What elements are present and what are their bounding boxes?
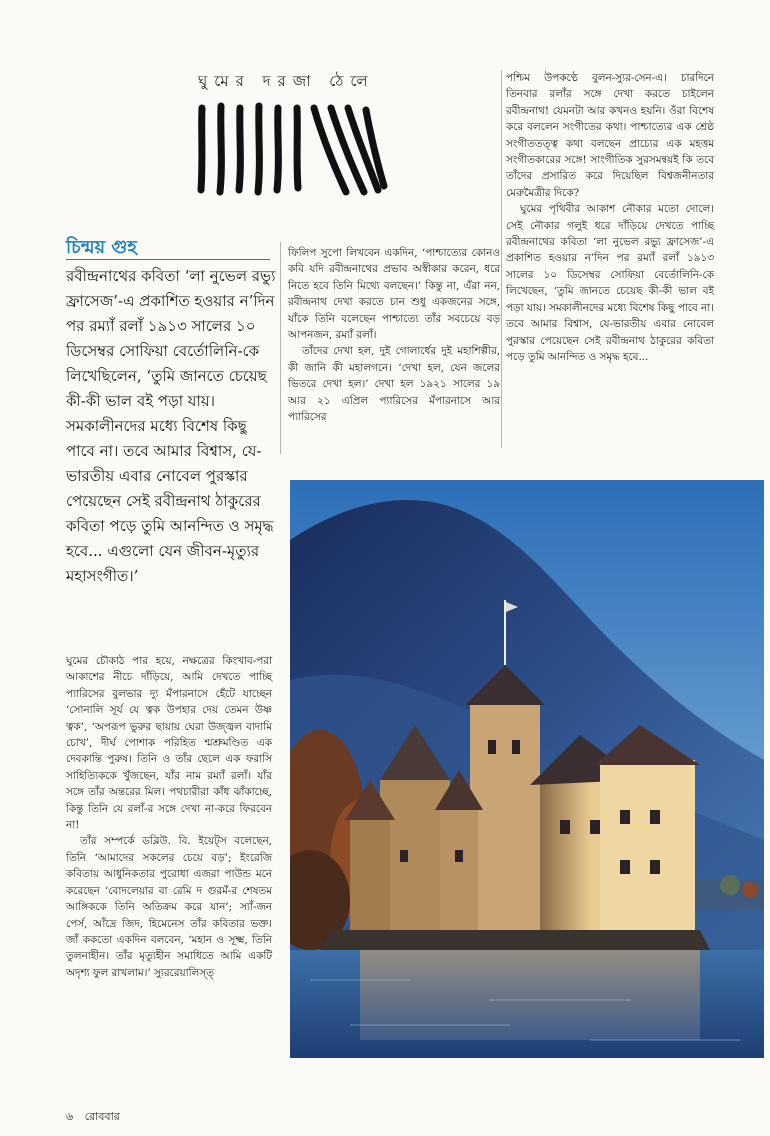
author-underline [66, 259, 270, 260]
body-paragraph: ঘুমের পৃথিবীর আকাশ নৌকার মতো দোলে। সেই নৌকার গলুই ধরে দাঁড়িয়ে দেখতে পাচ্ছি রবীন্দ্রনাথের কবিতা ‘লা নুভেল রভ্যু ফ্রাসেজ’-এ প্রকাশিত হওয়ার ন’দিন পর রম্যাঁ রলাঁ ১৯১৩ সালের ১০ ডিসেম্বর সোফিয়া বের্তোলিনি-কে লিখেছেন, ‘তুমি জানতে চেয়েছ কী-কী ভাল বই পড়া যায়। সমকালীনদের মধ্যে বিশেষ কিছু পাবে না। তবে আমার বিশ্বাস, যে-ভারতীয় এবার নোবেল পুরস্কার পেয়েছেন সেই রবীন্দ্রনাথ ঠাকুরের কবিতা পড়ে তুমি আনন্দিত ও সমৃদ্ধ হবে... [506, 203, 714, 363]
middle-column [288, 245, 500, 425]
magazine-name: রোববার [84, 1110, 120, 1123]
body-paragraph: পশ্চিম উপকণ্ঠে বুলন-স্যুর-সেন-এ। চারদিনে তিনবার রলাঁর সঙ্গে দেখা করতে চাইলেন রবীন্দ্রনাথ! যেমনটা আর কখনও হয়নি। ওঁরা বিশেষ করে বললেন সংগীতের কথা। পাশ্চাত্যের এক শ্রেষ্ঠ সংগীততত্ত্ব কথা বলছেন প্রাচ্যের এক মহত্তম সংগীতকারের সঙ্গে! সাংগীতিক সুরসমন্বয়ই কি তবে তাঁদের প্রসারিত করে দিয়েছিল বিশ্বজনীনতার মেরুমৈত্রীর দিকে? [506, 72, 714, 199]
left-column [66, 653, 272, 981]
page-footer [66, 1108, 128, 1127]
author-name: চিন্ময় গুহ [66, 237, 137, 258]
tally-marks-graphic [188, 100, 388, 200]
body-paragraph: ফিলিপ সুপো লিখবেন একদিন, ‘পাশ্চাত্যের কোনও কবি যদি রবীন্দ্রনাথের প্রভাব অস্বীকার করেন, ধরে নিতে হবে তিনি মিথ্যে বলছেন।’ কিন্তু না, এঁরা নন, রবীন্দ্রনাথ দেখা করতে চান শুধু একজনের সঙ্গে, যাঁকে তিনি বলেছেন পাশ্চাত্যে তাঁর সবচেয়ে বড় আপনজন, রম্যাঁ রলাঁ। [288, 247, 500, 342]
column-divider [280, 242, 281, 454]
series-title: ঘুমের দরজা ঠেলে [198, 72, 375, 90]
castle-lake-photo [290, 480, 764, 1058]
page-number: ৬ [66, 1110, 74, 1123]
body-paragraph: তাঁর সম্পর্কে ডব্লিউ. বি. ইয়েট্‌স বলেছেন, তিনি ‘আমাদের সকলের চেয়ে বড়’; ইংরেজি কবিতায় আধুনিকতার পুরোধা এজরা পাউন্ড মনে করেছেন ‘বোদলেয়ার বা রেমি দ গুরমঁ-র শেষতম আঙ্গিককে তিনি অতিক্রম করে যান’; স্যাঁ-জন পের্স, আঁদ্রে জিদ, হিমেনেস তাঁর কবিতার ভক্ত। জাঁ ককতো একদিন বলবেন, ‘মহান ও সূক্ষ্ম, তিনি তুলনাহীন। তাঁর মৃত্যুহীন সমাধিতে আমি একটি অদৃশ্য ফুল রাখলাম।’ স্যুররেয়ালিস্ত্‌ [66, 835, 272, 979]
body-paragraph: ঘুমের চৌকাঠ পার হয়ে, নক্ষত্রের কিংখাব-পরা আকাশের নীচে দাঁড়িয়ে, আমি দেখতে পাচ্ছি প্যারিসের বুলভার দ্যু মঁপারনাসে হেঁটে যাচ্ছেন ‘সোনালি সূর্য যে ত্বক উপহার দেয় তেমন উষ্ণ ত্বক’, ‘অপরূপ ভুরুর ছায়ায় ঘেরা উজ্জ্বল বাদামি চোখ’, দীর্ঘ পোশাক পরিহিত শ্মশ্রুমণ্ডিত এক দেবকান্তি পুরুষ। তিনি ও তাঁর ছেলে এক ফরাসি সাহিত্যিককে খুঁজছেন, যাঁর নাম রম্যাঁ রলাঁ। যাঁর সঙ্গে তাঁর অন্তরের মিল। পথচারীরা কাঁধ ঝাঁকাচ্ছে, কিন্তু তিনি যে রলাঁ-র সঙ্গে দেখা না-করে ফিরবেন না! [66, 655, 272, 832]
body-paragraph: তাঁদের দেখা হল, দুই গোলার্ধের দুই মহাশিল্পীর, কী জানি কী মহালগনে। ‘দেখা হল, যেন জলের ভিতরে দেখা হল।’ দেখা হল ১৯২১ সালের ১৯ আর ২১ এপ্রিল প্যারিসের মঁপারনাসে আর প্যারিসের [288, 345, 500, 424]
pull-quote-text: রবীন্দ্রনাথের কবিতা ‘লা নুভেল রভ্যু ফ্রাসেজ’-এ প্রকাশিত হওয়ার ন’দিন পর রম্যাঁ রলাঁ ১৯১৩ সালের ১০ ডিসেম্বর সোফিয়া বের্তোলিনি-কে লিখেছিলেন, ‘তুমি জানতে চেয়েছ কী-কী ভাল বই পড়া যায়। সমকালীনদের মধ্যে বিশেষ কিছু পাবে না। তবে আমার বিশ্বাস, যে-ভারতীয় এবার নোবেল পুরস্কার পেয়েছেন সেই রবীন্দ্রনাথ ঠাকুরের কবিতা পড়ে তুমি আনন্দিত ও সমৃদ্ধ হবে... এগুলো যেন জীবন-মৃত্যুর মহাসংগীত।’ [66, 267, 276, 585]
pull-quote [66, 264, 278, 589]
right-column [506, 70, 714, 365]
column-divider [501, 70, 502, 448]
